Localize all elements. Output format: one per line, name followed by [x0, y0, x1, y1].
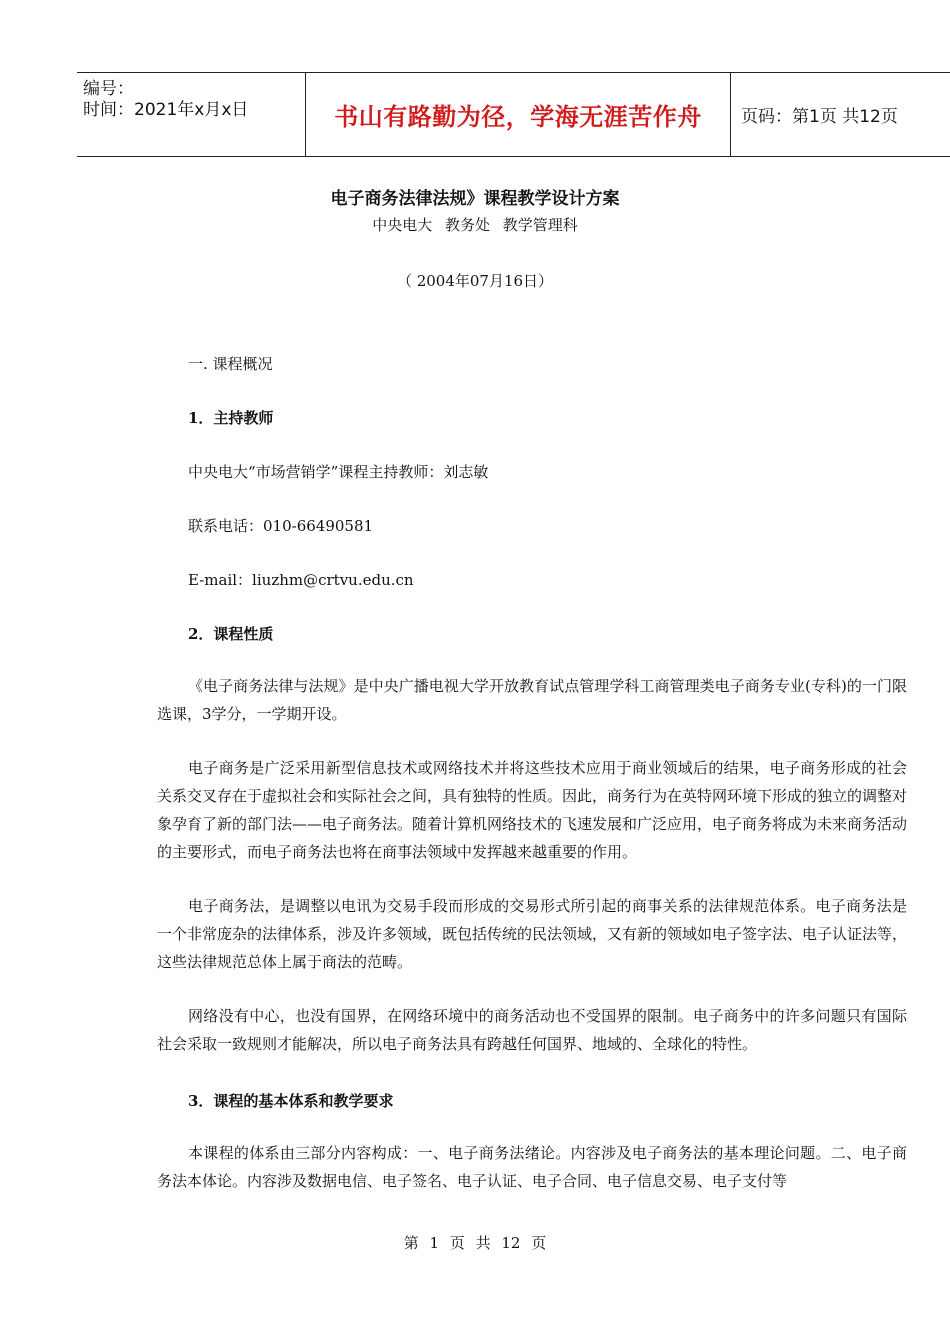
paragraph-4: 网络没有中心，也没有国界，在网络环境中的商务活动也不受国界的限制。电子商务中的许多问题只有国际社会采取一致规则才能解决，所以电子商务法具有跨越任何国界、地域的、全球化的特性。 — [157, 1007, 907, 1053]
number-label: 编号： — [83, 79, 134, 99]
motto: 书山有路勤为径，学海无涯苦作舟 — [334, 103, 702, 131]
email-line: E-mail：liuzhm@crtvu.edu.cn — [188, 571, 414, 589]
document-date: （ 2004年07月16日） — [396, 272, 554, 290]
heading-course-system: 3．课程的基本体系和教学要求 — [188, 1092, 394, 1110]
paragraph-5: 本课程的体系由三部分内容构成：一、电子商务法绪论。内容涉及电子商务法的基本理论问题。二、电子商务法本体论。内容涉及数据电信、电子签名、电子认证、电子合同、电子信息交易、电子支付等 — [157, 1144, 907, 1190]
heading-teacher: 1．主持教师 — [188, 409, 274, 427]
document-subtitle: 中央电大 教务处 教学管理科 — [372, 216, 578, 234]
header-motto-cell — [306, 73, 731, 156]
document-title: 电子商务法律法规》课程教学设计方案 — [330, 189, 620, 209]
page-footer: 第 1 页 共 12 页 — [403, 1234, 547, 1252]
paragraph-3: 电子商务法，是调整以电讯为交易手段而形成的交易形式所引起的商事关系的法律规范体系。电子商务法是一个非常庞杂的法律体系，涉及许多领域，既包括传统的民法领域，又有新的领域如电子签字法、电子认证法等，这些法律规范总体上属于商法的范畴。 — [157, 897, 908, 971]
section-heading-overview: 一. 课程概况 — [188, 355, 273, 373]
time-label: 时间：2021年x月x日 — [83, 100, 249, 120]
phone-line: 联系电话：010-66490581 — [188, 517, 374, 535]
teacher-line: 中央电大“市场营销学”课程主持教师：刘志敏 — [188, 463, 489, 481]
heading-course-nature: 2．课程性质 — [188, 625, 274, 643]
header-page-cell — [731, 73, 950, 156]
page-header — [77, 72, 950, 157]
header-meta — [77, 73, 306, 156]
paragraph-1: 《电子商务法律与法规》是中央广播电视大学开放教育试点管理学科工商管理类电子商务专业(专科)的一门限选课，3学分，一学期开设。 — [157, 677, 907, 723]
page-info: 页码：第1页 共12页 — [741, 107, 898, 127]
paragraph-2: 电子商务是广泛采用新型信息技术或网络技术并将这些技术应用于商业领域后的结果，电子商务形成的社会关系交叉存在于虚拟社会和实际社会之间，具有独特的性质。因此，商务行为在英特网环境下形成的独立的调整对象孕育了新的部门法——电子商务法。随着计算机网络技术的飞速发展和广泛应用，电子商务将成为未来商务活动的主要形式，而电子商务法也将在商事法领域中发挥越来越重要的作用。 — [157, 759, 908, 861]
